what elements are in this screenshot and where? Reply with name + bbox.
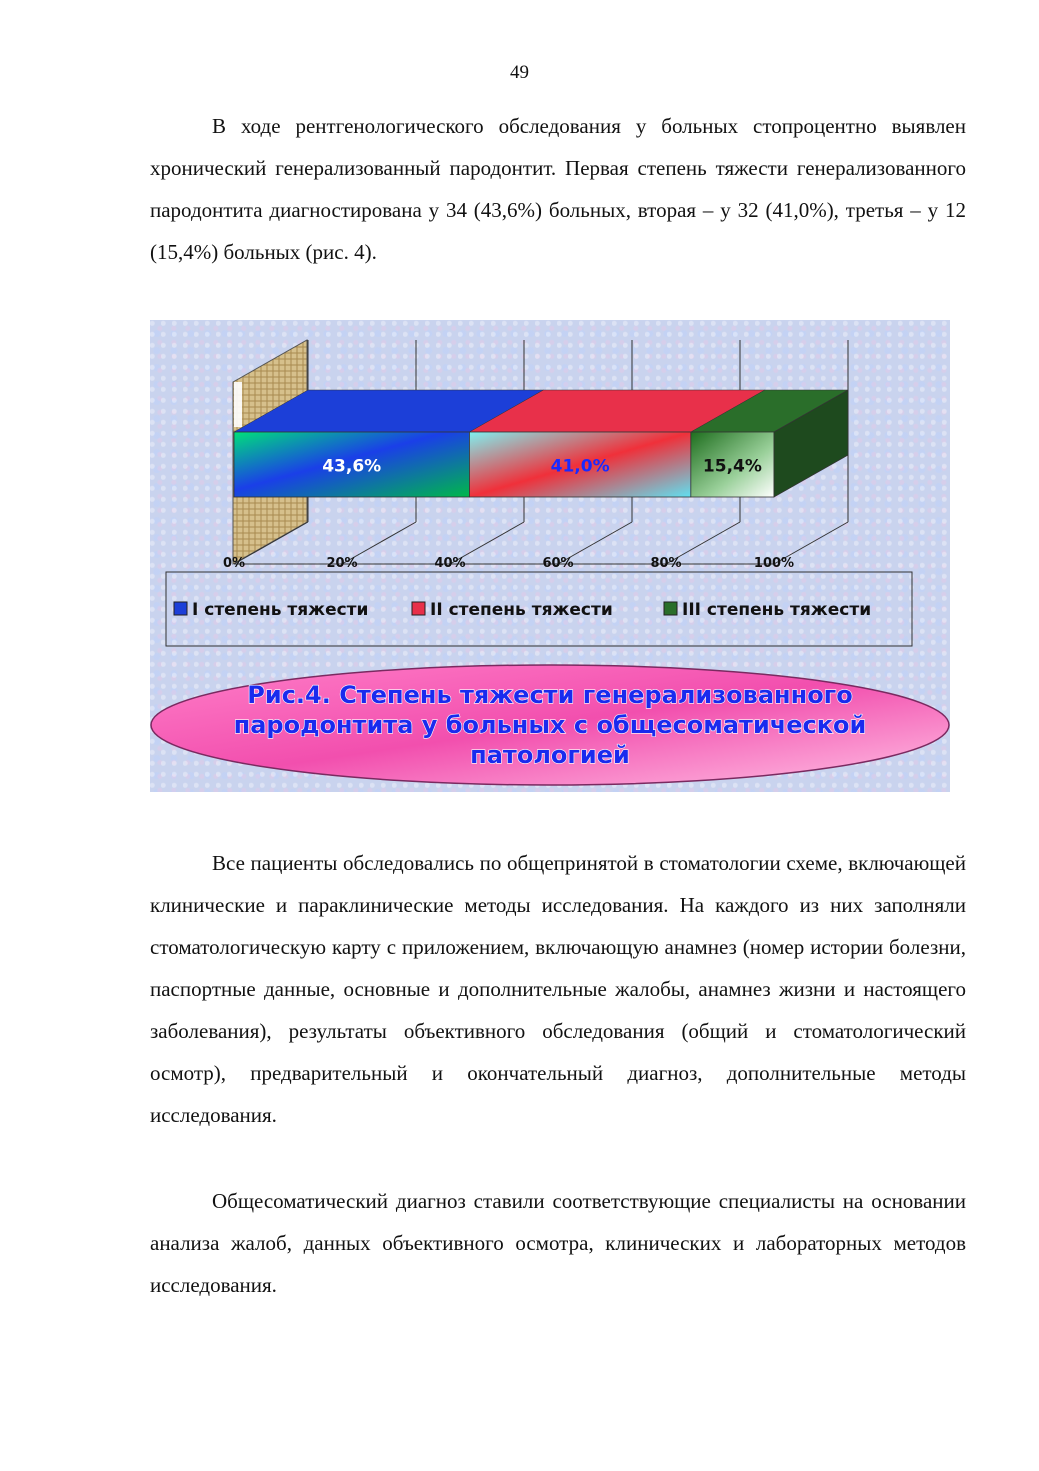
paragraph-diagnosis: Общесоматический диагноз ставили соответствующие специалисты на основании анализа жалоб, данных объективного осмотра, клинических и лабораторных методов исследования. [150, 1189, 966, 1297]
bar-label-3: 15,4% [702, 456, 762, 477]
x-tick-label: 0% [222, 556, 246, 571]
legend-item-2: II степень тяжести [430, 600, 613, 620]
figure-4 [150, 320, 950, 792]
legend-item-3: III степень тяжести [682, 600, 872, 620]
legend-swatch-2 [412, 602, 425, 615]
x-tick-label: 40% [434, 556, 466, 571]
page-number: 49 [510, 62, 529, 83]
chart-title-line-2: пародонтита у больных с общесоматической [233, 711, 867, 739]
chart-title-line-1: Рис.4. Степень тяжести генерализованного [247, 681, 853, 709]
paragraph-intro: В ходе рентгенологического обследования у больных стопроцентно выявлен хронический генерализованный пародонтит. Первая степень тяжести генерализованного пародонтита диагностирована у 34 (43,6%) больных, вторая – у 32 (41,0%), третья – у 12 (15,4%) больных (рис. 4). [150, 114, 966, 264]
severity-chart [150, 320, 950, 792]
bar-label-2: 41,0% [550, 456, 610, 477]
x-tick-label: 80% [650, 556, 682, 571]
legend-swatch-3 [664, 602, 677, 615]
paragraph-methods: Все пациенты обследовались по общепринятой в стоматологии схеме, включающей клинические и параклинические методы исследования. На каждого из них заполняли стоматологическую карту с приложением, включающую анамнез (номер истории болезни, паспортные данные, основные и дополнительные жалобы, анамнез жизни и настоящего заболевания), результаты объективного обследования (общий и стоматологический осмотр), предварительный и окончательный диагноз, дополнительные методы исследования. [150, 851, 966, 1127]
legend-item-1: I степень тяжести [192, 600, 369, 620]
legend-swatch-1 [174, 602, 187, 615]
x-tick-label: 20% [326, 556, 358, 571]
x-tick-label: 100% [753, 556, 795, 571]
bar-label-1: 43,6% [322, 456, 382, 477]
x-tick-label: 60% [542, 556, 574, 571]
chart-title-line-3: патологией [470, 741, 630, 769]
